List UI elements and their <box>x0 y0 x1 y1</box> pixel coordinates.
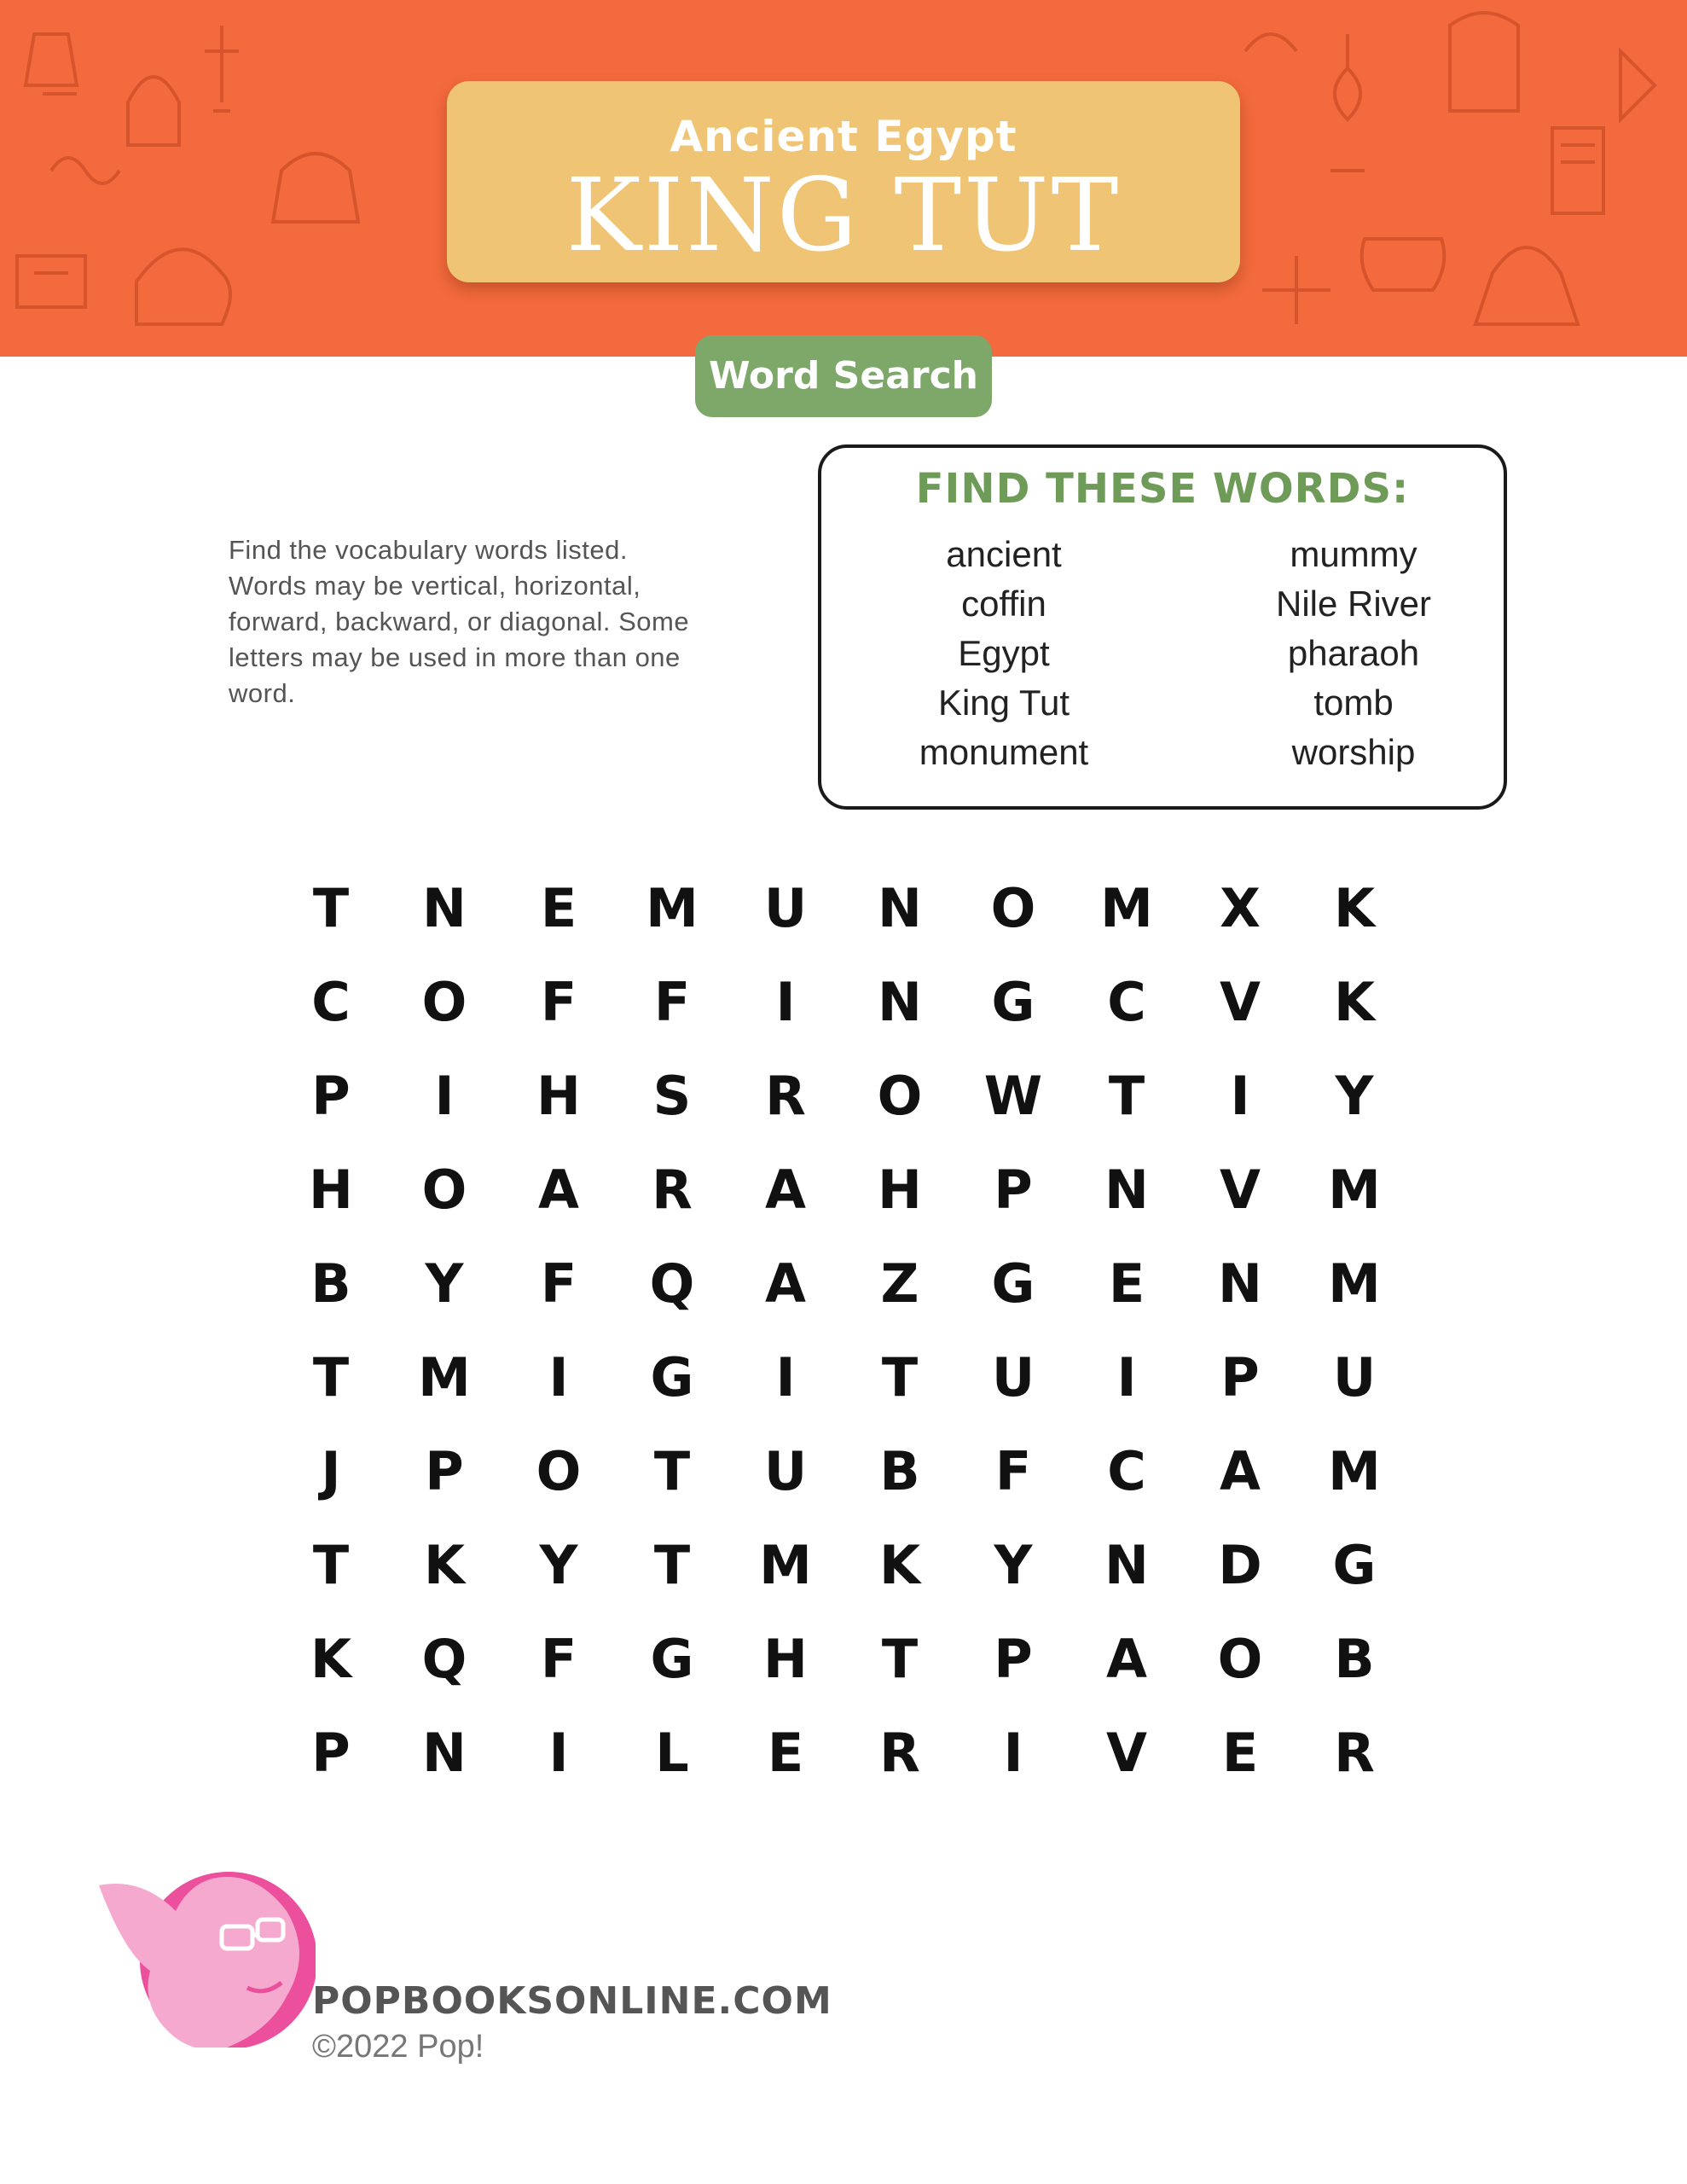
grid-letter[interactable]: P <box>994 1628 1033 1690</box>
grid-letter[interactable]: R <box>765 1065 806 1127</box>
grid-letter[interactable]: N <box>422 877 467 939</box>
grid-letter[interactable]: P <box>1220 1346 1260 1409</box>
grid-letter[interactable]: P <box>311 1722 351 1784</box>
grid-letter[interactable]: J <box>321 1440 341 1502</box>
grid-letter[interactable]: A <box>1220 1440 1261 1502</box>
grid-letter[interactable]: F <box>540 1252 577 1315</box>
grid-letter[interactable]: Z <box>880 1252 919 1315</box>
grid-letter[interactable]: H <box>878 1159 922 1221</box>
grid-letter[interactable]: C <box>1107 1440 1146 1502</box>
grid-letter[interactable]: N <box>422 1722 467 1784</box>
grid-letter[interactable]: V <box>1106 1722 1147 1784</box>
grid-letter[interactable]: P <box>425 1440 464 1502</box>
grid-letter[interactable]: K <box>1333 877 1376 939</box>
word-item: pharaoh <box>1287 633 1420 673</box>
grid-letter[interactable]: U <box>991 1346 1035 1409</box>
grid-letter[interactable]: M <box>418 1346 471 1409</box>
grid-letter[interactable]: T <box>881 1346 919 1409</box>
grid-letter[interactable]: B <box>1334 1628 1375 1690</box>
grid-letter[interactable]: Y <box>539 1534 578 1596</box>
word-item: worship <box>1291 732 1416 772</box>
grid-letter[interactable]: K <box>310 1628 352 1690</box>
grid-letter[interactable]: D <box>1218 1534 1262 1596</box>
website-link[interactable]: POPBOOKSONLINE.COM <box>312 1979 832 2023</box>
grid-letter[interactable]: G <box>1332 1534 1377 1596</box>
grid-letter[interactable]: I <box>1230 1065 1250 1127</box>
grid-letter[interactable]: M <box>1328 1252 1381 1315</box>
grid-letter[interactable]: F <box>994 1440 1032 1502</box>
grid-letter[interactable]: I <box>1003 1722 1023 1784</box>
grid-letter[interactable]: R <box>879 1722 920 1784</box>
grid-letter[interactable]: C <box>1107 971 1146 1033</box>
grid-letter[interactable]: T <box>312 1534 350 1596</box>
word-item: Egypt <box>958 633 1050 673</box>
grid-letter[interactable]: B <box>879 1440 920 1502</box>
grid-letter[interactable]: O <box>536 1440 582 1502</box>
grid-letter[interactable]: E <box>540 877 577 939</box>
grid-letter[interactable]: X <box>1220 877 1261 939</box>
grid-letter[interactable]: T <box>881 1628 919 1690</box>
grid-letter[interactable]: E <box>767 1722 804 1784</box>
grid-letter[interactable]: F <box>540 1628 577 1690</box>
grid-letter[interactable]: O <box>421 971 467 1033</box>
grid-letter[interactable]: M <box>1328 1440 1381 1502</box>
page-title: KING TUT <box>565 156 1122 274</box>
word-item: King Tut <box>937 682 1070 723</box>
subtitle: Ancient Egypt <box>670 112 1017 161</box>
grid-letter[interactable]: M <box>646 877 699 939</box>
grid-letter[interactable]: O <box>1217 1628 1263 1690</box>
word-list-heading: FIND THESE WORDS: <box>915 465 1410 513</box>
grid-letter[interactable]: T <box>653 1440 691 1502</box>
grid-letter[interactable]: L <box>655 1722 689 1784</box>
grid-letter[interactable]: H <box>309 1159 353 1221</box>
word-item: coffin <box>961 584 1046 624</box>
word-item: monument <box>919 732 1089 772</box>
grid-letter[interactable]: S <box>652 1065 692 1127</box>
grid-letter[interactable]: K <box>423 1534 466 1596</box>
grid-letter[interactable]: H <box>536 1065 581 1127</box>
grid-letter[interactable]: Q <box>421 1628 467 1690</box>
grid-letter[interactable]: O <box>990 877 1036 939</box>
grid-letter[interactable]: V <box>1220 971 1261 1033</box>
grid-letter[interactable]: G <box>650 1346 694 1409</box>
word-item: mummy <box>1290 534 1417 574</box>
grid-letter[interactable]: A <box>765 1159 806 1221</box>
grid-letter[interactable]: R <box>1334 1722 1375 1784</box>
grid-letter[interactable]: F <box>653 971 691 1033</box>
grid-letter[interactable]: I <box>775 1346 796 1409</box>
word-item: tomb <box>1313 682 1394 723</box>
grid-letter[interactable]: T <box>1108 1065 1145 1127</box>
copyright-text: ©2022 Pop! <box>312 2029 484 2065</box>
grid-letter[interactable]: U <box>763 877 808 939</box>
grid-letter[interactable]: I <box>1116 1346 1137 1409</box>
grid-letter[interactable]: I <box>434 1065 455 1127</box>
grid-letter[interactable]: Y <box>1335 1065 1374 1127</box>
word-item: Nile River <box>1275 584 1432 624</box>
grid-letter[interactable]: U <box>763 1440 808 1502</box>
grid-letter[interactable]: M <box>1328 1159 1381 1221</box>
grid-letter[interactable]: K <box>878 1534 921 1596</box>
grid-letter[interactable]: Y <box>425 1252 464 1315</box>
grid-letter[interactable]: P <box>994 1159 1033 1221</box>
grid-letter[interactable]: G <box>991 1252 1035 1315</box>
grid-letter[interactable]: F <box>540 971 577 1033</box>
word-item: ancient <box>946 534 1062 574</box>
grid-letter[interactable]: E <box>1221 1722 1259 1784</box>
grid-letter[interactable]: Q <box>649 1252 695 1315</box>
grid-letter[interactable]: I <box>548 1722 569 1784</box>
grid-letter[interactable]: M <box>759 1534 812 1596</box>
grid-letter[interactable]: P <box>311 1065 351 1127</box>
grid-letter[interactable]: Y <box>994 1534 1033 1596</box>
instructions-text: Find the vocabulary words listed. Words may be vertical, horizontal, forward, backward, or diagonal. Some letters may be used in more than one word. <box>229 535 690 708</box>
grid-letter[interactable]: W <box>983 1065 1043 1127</box>
grid-letter[interactable]: O <box>421 1159 467 1221</box>
grid-letter[interactable]: H <box>763 1628 808 1690</box>
grid-letter[interactable]: A <box>1106 1628 1147 1690</box>
grid-letter[interactable]: I <box>775 971 796 1033</box>
grid-letter[interactable]: M <box>1100 877 1153 939</box>
grid-letter[interactable]: V <box>1220 1159 1261 1221</box>
grid-letter[interactable]: N <box>878 971 922 1033</box>
grid-letter[interactable]: N <box>878 877 922 939</box>
grid-letter[interactable]: N <box>1218 1252 1262 1315</box>
word-search-badge: Word Search <box>695 335 992 417</box>
grid-letter[interactable]: A <box>765 1252 806 1315</box>
grid-letter[interactable]: C <box>311 971 351 1033</box>
grid-letter[interactable]: I <box>548 1346 569 1409</box>
grid-letter[interactable]: B <box>310 1252 351 1315</box>
grid-letter[interactable]: E <box>1108 1252 1145 1315</box>
grid-letter[interactable]: T <box>312 1346 350 1409</box>
grid-letter[interactable]: T <box>653 1534 691 1596</box>
pop-kangaroo-logo <box>94 1860 316 2048</box>
grid-letter[interactable]: N <box>1104 1159 1149 1221</box>
grid-letter[interactable]: R <box>652 1159 693 1221</box>
grid-letter[interactable]: G <box>991 971 1035 1033</box>
grid-letter[interactable]: U <box>1332 1346 1377 1409</box>
grid-letter[interactable]: O <box>877 1065 923 1127</box>
grid-letter[interactable]: A <box>538 1159 579 1221</box>
grid-letter[interactable]: T <box>312 877 350 939</box>
grid-letter[interactable]: N <box>1104 1534 1149 1596</box>
grid-letter[interactable]: G <box>650 1628 694 1690</box>
grid-letter[interactable]: K <box>1333 971 1376 1033</box>
